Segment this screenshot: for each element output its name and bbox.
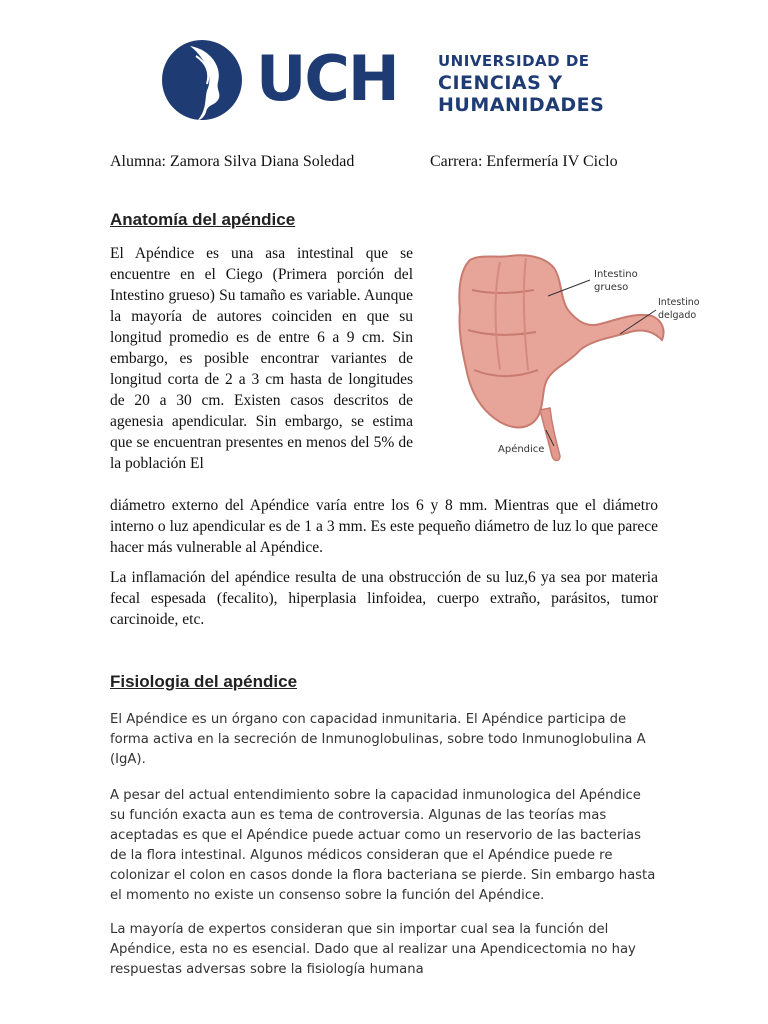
appendix-illustration [430,250,700,465]
anatomy-paragraph-1-continued: diámetro externo del Apéndice varía entre los 6 y 8 mm. Mientras que el diámetro interno o luz apendicular es de 1 a 3 mm. Es este pequeño diámetro de luz lo que parece hacer más vulnerable al Apéndice. [110,497,658,556]
section-title-physiology: Fisiologia del apéndice [110,672,298,691]
anatomy-paragraph-2: La inflamación del apéndice resulta de una obstrucción de su luz,6 ya sea por materia fecal espesada (fecalito), hiperplasia linfoidea, cuerpo extraño, parásitos, tumor carcinoide, etc. [110,569,658,628]
university-logo [160,38,630,122]
student-name: Alumna: Zamora Silva Diana Soledad [110,153,355,170]
section-title-anatomy: Anatomía del apéndice [110,210,296,229]
physiology-paragraph-3: La mayoría de expertos consideran que sin importar cual sea la función del Apéndice, esta no es esencial. Dado que al realizar una Apendicectomia no hay respuestas adversas sobre la fisiología humana [110,922,636,977]
logo-line-2: CIENCIAS Y [438,72,563,94]
logo-abbrev: UCH [256,42,398,115]
label-small-intestine-2: delgado [658,310,697,321]
label-large-intestine-2: grueso [594,282,629,293]
physiology-paragraph-1: El Apéndice es un órgano con capacidad inmunitaria. El Apéndice participa de forma activa en la secreción de Inmunoglobulinas, sobre todo Inmunoglobulina A (IgA). [110,712,646,767]
logo-text [438,50,604,116]
anatomy-paragraph-1: El Apéndice es una asa intestinal que se encuentre en el Ciego (Primera porción del Intestino grueso) Su tamaño es variable. Aunque la mayoría de autores coinciden en que su longitud promedio es de entre 6 a 9 cm. Sin embargo, es posible encontrar variantes de longitud corta de 2 a 3 cm hasta de longitudes de 20 a 30 cm. Existen casos descritos de agenesia apendicular. Sin embargo, se estima que se encuentran presentes en menos del 5% de la población El [110,245,413,472]
head-profile-icon [160,38,250,122]
logo-line-1: UNIVERSIDAD DE [438,52,590,70]
label-small-intestine-1: Intestino [658,297,700,308]
student-career: Carrera: Enfermería IV Ciclo [430,153,618,170]
logo-line-3: HUMANIDADES [438,94,605,116]
label-large-intestine-1: Intestino [594,269,638,280]
physiology-paragraph-2: A pesar del actual entendimiento sobre la capacidad inmunologica del Apéndice su función exacta aun es tema de controversia. Algunas de las teorías mas aceptadas es que el Apéndice puede actuar como un reservorio de las bacterias de la flora intestinal. Algunos médicos consideran que el Apéndice puede re colonizar el colon en casos donde la flora bacteriana se pierde. Sin embargo hasta el momento no existe un consenso sobre la función del Apéndice. [110,788,656,903]
label-appendix: Apéndice [498,444,545,455]
